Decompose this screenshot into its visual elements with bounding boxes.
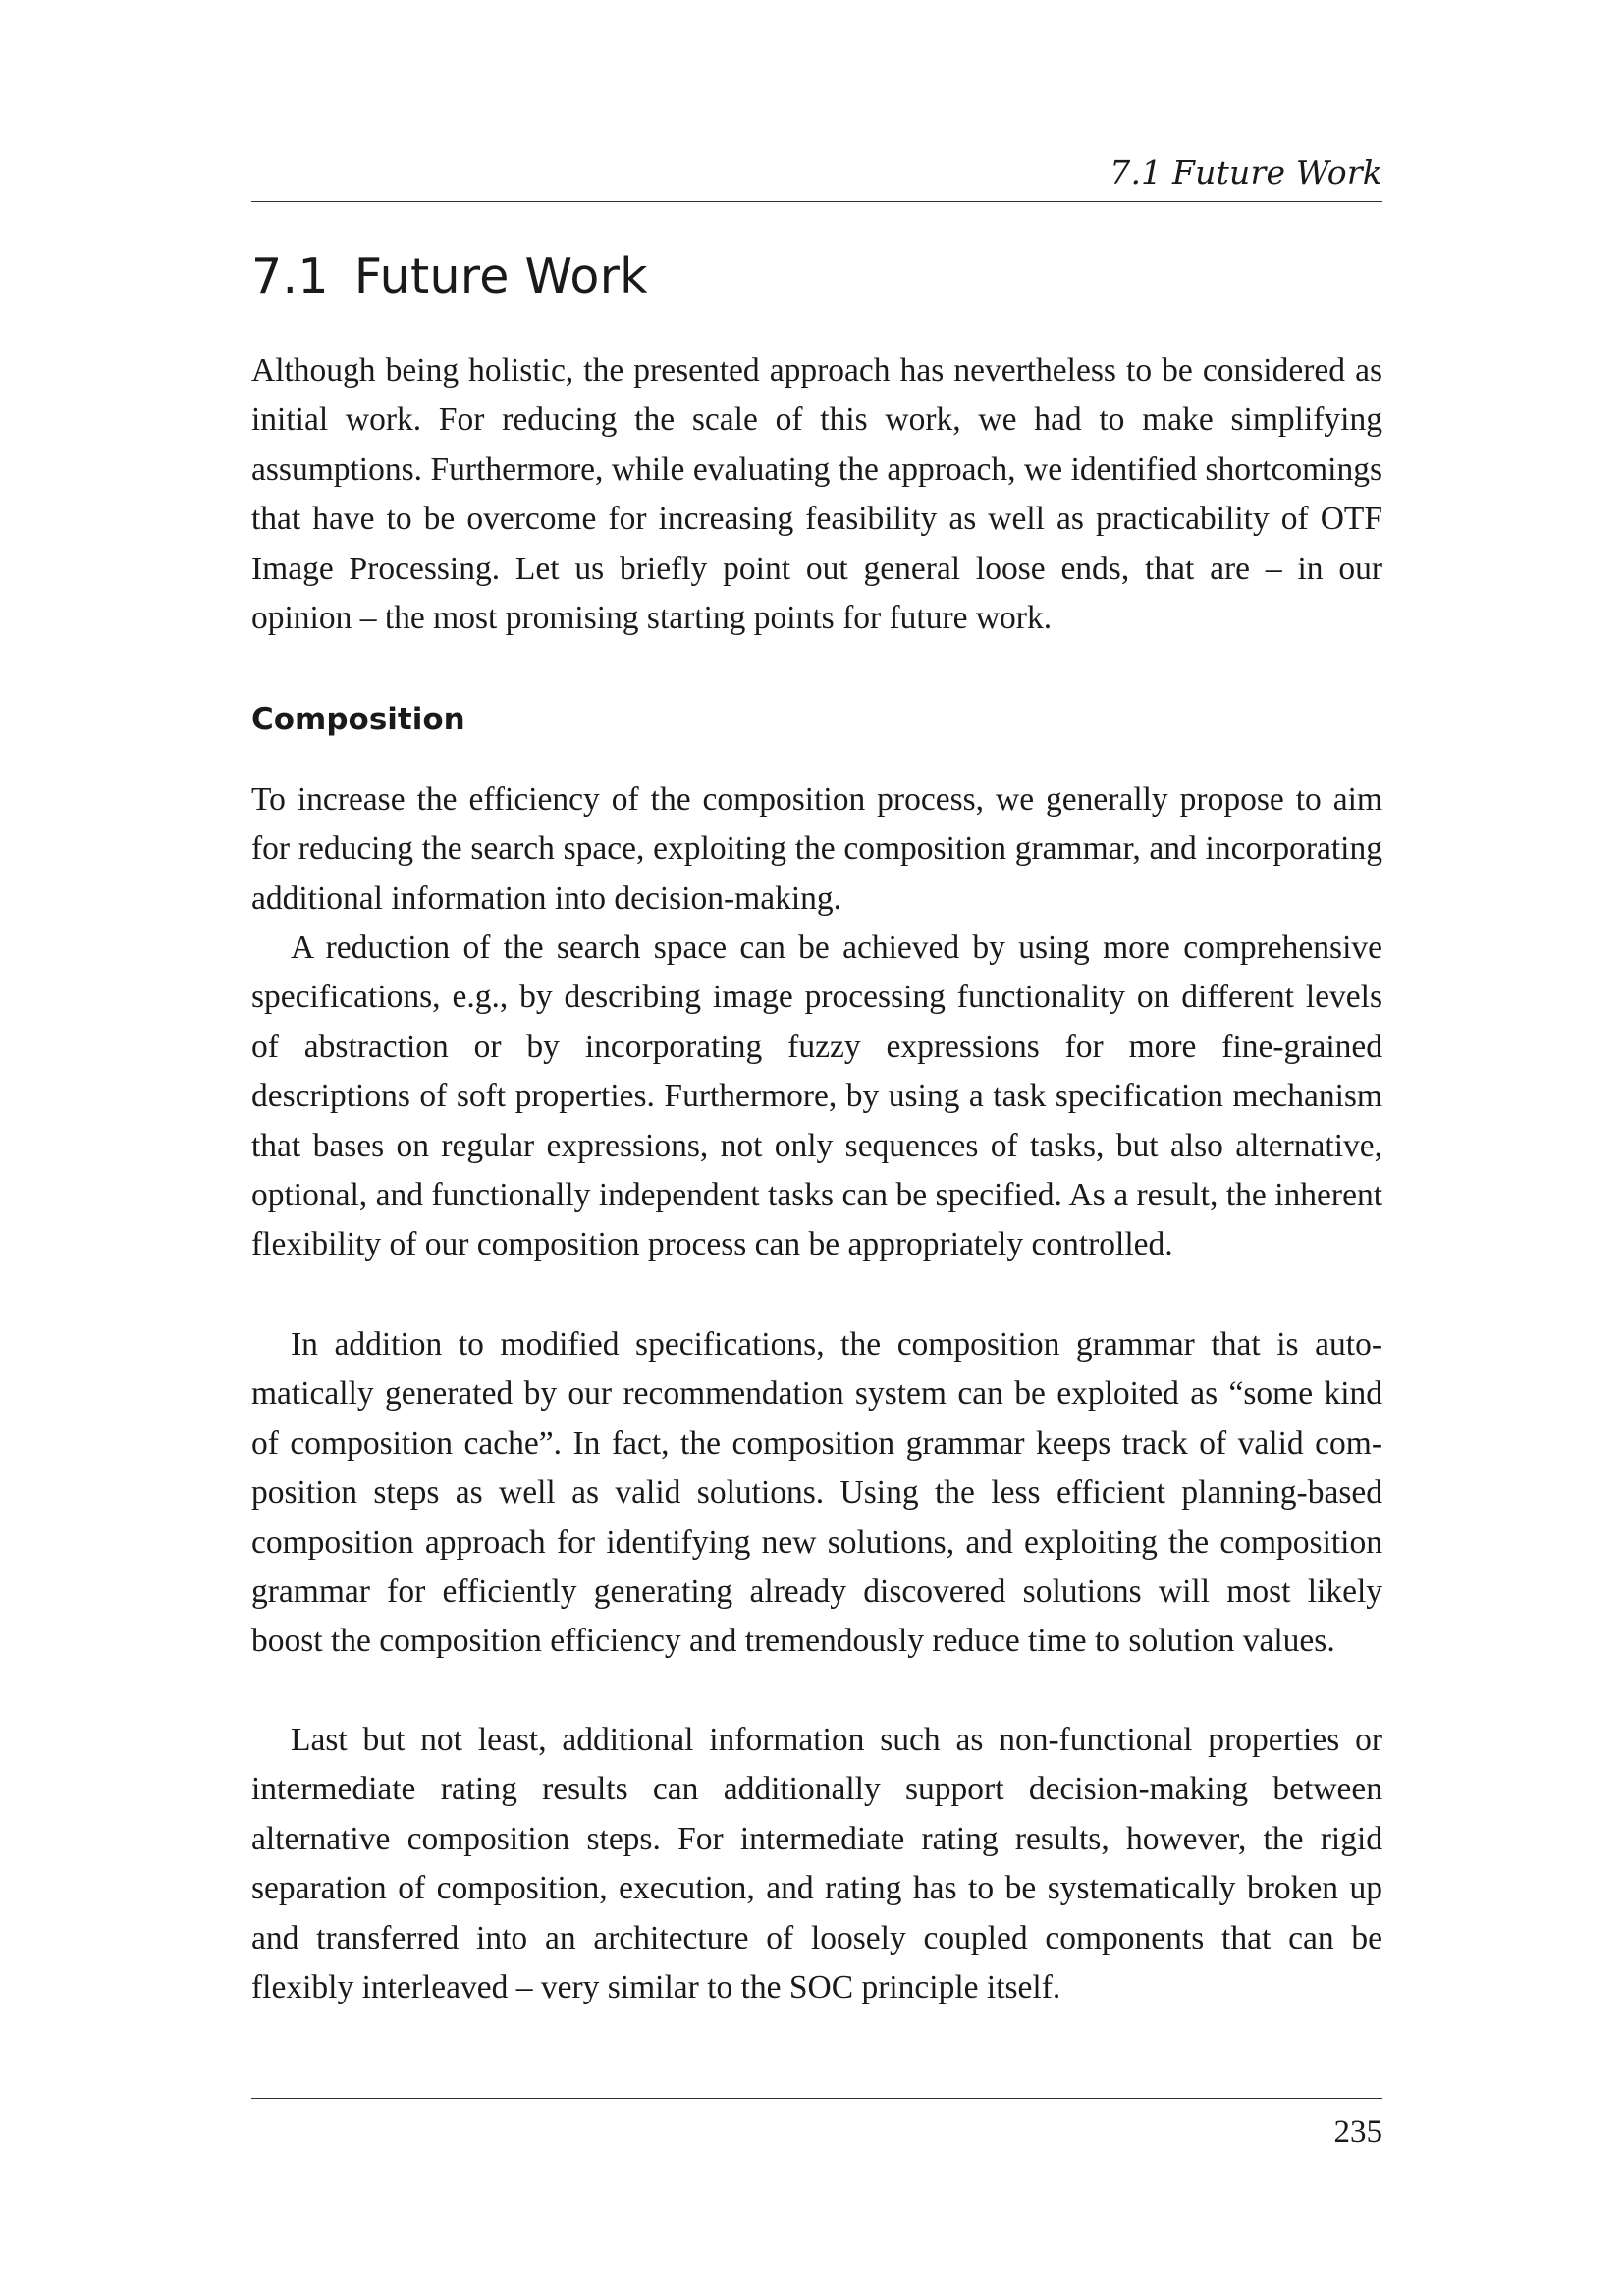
section-title — [251, 247, 648, 306]
composition-paragraph-4: Last but not least, additional information such as non-functional properties or intermediate rating results can additionally support decision-making between alternative composition steps. For intermediate rating results, however, the rigid separation of composition, execution, and rating has to be systematically broken up and transferred into an architecture of loosely coupled components that can be flexibly interleaved – very similar to the SOC principle itself. — [251, 1722, 1382, 2006]
composition-paragraph-3: In addition to modified specifications, the composition grammar that is automatically generated by our recommendation system can be exploited as “some kind of composition cache”. In fact, the composition grammar keeps track of valid composition steps as well as valid solutions. Using the less efficient planning-based composition approach for identifying new solutions, and exploiting the composition grammar for efficiently generating already discovered solutions will most likely boost the composition efficiency and tremendously reduce time to solution values. — [251, 1326, 1382, 1660]
footer-rule — [251, 2098, 1382, 2099]
page-number: 235 — [1333, 2114, 1382, 2150]
section-number: 7.1 — [251, 248, 329, 304]
document-page — [251, 0, 1382, 2296]
composition-paragraph-1: To increase the efficiency of the composition process, we generally propose to aim for reducing the search space, exploiting the composition grammar, and incorporating additional information into decision-making. — [251, 781, 1382, 917]
composition-paragraph-2: A reduction of the search space can be achieved by using more comprehensive specifications, e.g., by describing image processing functionality on different levels of abstraction or by incorporating fuzzy expressions for more fine-grained descriptions of soft properties. Furthermore, by using a task specification mechanism that bases on regular expressions, not only sequences of tasks, but also alternative, optional, and functionally independent tasks can be specified. As a result, the inherent flexibility of our composition process can be appropriately controlled. — [251, 930, 1382, 1263]
subsection-title: Composition — [251, 702, 465, 737]
section-title-text: Future Work — [353, 248, 648, 304]
header-rule — [251, 201, 1382, 202]
running-header: 7.1 Future Work — [1110, 153, 1382, 191]
intro-paragraph: Although being holistic, the presented approach has nevertheless to be considered as initial work. For reducing the scale of this work, we had to make simplifying assumptions. Furthermore, while evaluating the approach, we identified shortcomings that have to be overcome for increasing feasibility as well as practicability of OTF Image Processing. Let us briefly point out general loose ends, that are – in our opinion – the most promising starting points for future work. — [251, 352, 1382, 637]
